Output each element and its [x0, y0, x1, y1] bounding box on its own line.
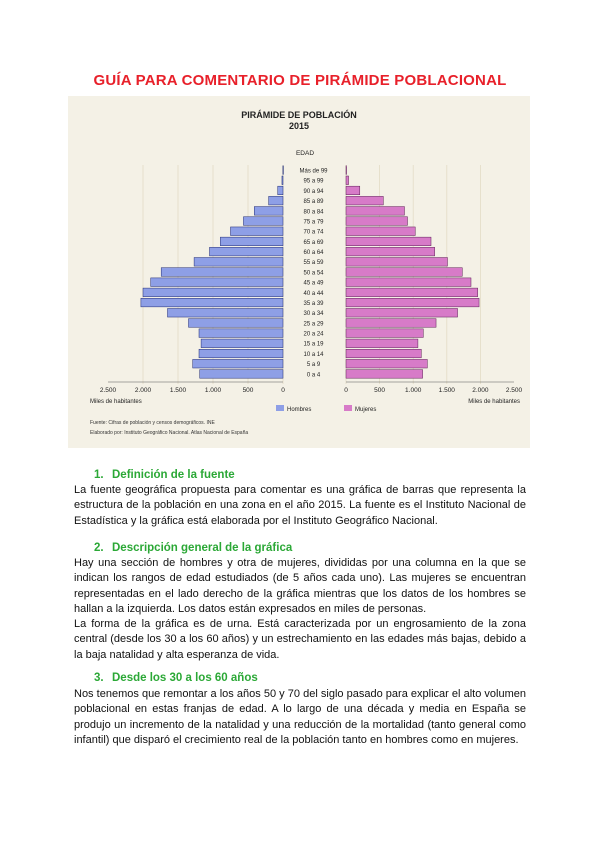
- bar-hombres: [200, 370, 283, 379]
- age-axis-title: EDAD: [295, 150, 315, 157]
- section-heading-1: [94, 469, 235, 481]
- bar-hombres: [161, 268, 283, 277]
- bar-hombres: [269, 196, 283, 205]
- age-label: 50 a 54: [303, 270, 324, 277]
- bar-mujeres: [346, 339, 418, 348]
- bar-hombres: [199, 329, 283, 338]
- age-label: 45 a 49: [303, 280, 324, 287]
- tick-label-left: 2.000: [134, 387, 152, 394]
- legend-swatch-mujeres: [344, 405, 352, 411]
- age-label: 80 a 84: [303, 209, 324, 216]
- chart-source: Fuente: Cifras de población y censos demográficos. INE: [90, 420, 215, 426]
- tick-label-left: 1.000: [204, 387, 222, 394]
- age-label: 85 a 89: [303, 199, 324, 206]
- tick-label-left: 2.500: [99, 387, 117, 394]
- age-label: Más de 99: [299, 168, 328, 175]
- chart-title: PIRÁMIDE DE POBLACIÓN: [241, 110, 357, 120]
- bar-hombres: [199, 349, 283, 358]
- bar-mujeres: [346, 298, 479, 307]
- bar-mujeres: [346, 247, 435, 256]
- age-label: 15 a 19: [303, 341, 324, 348]
- age-label: 75 a 79: [303, 219, 324, 226]
- bar-hombres: [283, 166, 284, 175]
- age-label: 60 a 64: [303, 250, 324, 257]
- age-label: 40 a 44: [303, 290, 324, 297]
- bar-hombres: [141, 298, 283, 307]
- tick-label-left: 500: [242, 387, 254, 394]
- bar-hombres: [282, 176, 283, 185]
- age-label: 65 a 69: [303, 239, 324, 246]
- pyramid-svg: [68, 96, 530, 448]
- tick-label-right: 500: [374, 387, 386, 394]
- bar-mujeres: [346, 319, 436, 328]
- bar-mujeres: [346, 359, 427, 368]
- age-label: 10 a 14: [303, 351, 324, 358]
- bar-hombres: [143, 288, 283, 297]
- tick-label-left: 0: [281, 387, 285, 394]
- tick-label-right: 2.000: [472, 387, 489, 394]
- section-title: Descripción general de la gráfica: [112, 542, 293, 554]
- bar-hombres: [231, 227, 284, 236]
- section-number: 2.: [94, 542, 104, 554]
- page-title: GUÍA PARA COMENTARIO DE PIRÁMIDE POBLACIONAL: [93, 72, 507, 89]
- bar-hombres: [278, 186, 283, 195]
- chart-credit: Elaborado por: Instituto Geográfico Nacional. Atlas Nacional de España: [90, 430, 249, 436]
- bar-mujeres: [346, 258, 447, 267]
- age-label: 95 a 99: [303, 178, 324, 185]
- tick-label-right: 0: [344, 387, 348, 394]
- section-3-paragraph-1: Nos tenemos que remontar a los años 50 y 70 del siglo pasado para explicar el alto volumen poblacional en estas franjas de edad. A lo largo de una década y media en España se produjo un incremento de la natalidad y una reducción de la mortalidad (tanto general como infantil) que disparó el crecimiento real de la población tanto en hombres como en mujeres.: [74, 688, 526, 747]
- section-heading-3: [94, 672, 258, 684]
- age-label: 90 a 94: [303, 188, 324, 195]
- right-axis-label: Miles de habitantes: [468, 399, 520, 405]
- section-1-paragraph-1: La fuente geográfica propuesta para comentar es una gráfica de barras que representa la estructura de la población en una zona en el año 2015. La fuente es el Instituto Nacional de Estadística y la gráfica está elaborada por el Instituto Geográfico Nacional.: [74, 484, 526, 527]
- bar-hombres: [220, 237, 283, 246]
- chart-subtitle: 2015: [288, 121, 310, 131]
- section-heading-2: [94, 542, 292, 554]
- bar-mujeres: [346, 349, 421, 358]
- bar-mujeres: [346, 166, 347, 175]
- bar-mujeres: [346, 186, 360, 195]
- bar-mujeres: [346, 227, 415, 236]
- bar-mujeres: [346, 288, 478, 297]
- bar-mujeres: [346, 176, 349, 185]
- section-2-paragraph-1: Hay una sección de hombres y otra de mujeres, divididas por una columna en la que se indican los rangos de edad estudiados (de 5 años cada uno). Las mujeres se encuentran representadas en el lado derecho de la gráfica mientras que los datos de los hombres se hallan a la izquierda. Los datos están expresados en miles de personas.: [74, 557, 526, 616]
- bar-hombres: [243, 217, 283, 226]
- bar-hombres: [189, 319, 284, 328]
- bar-hombres: [151, 278, 283, 287]
- age-label: 25 a 29: [303, 321, 324, 328]
- left-axis-label: Miles de habitantes: [90, 399, 142, 405]
- tick-label-right: 2.500: [505, 387, 523, 394]
- tick-label-right: 1.500: [438, 387, 455, 394]
- age-label: 35 a 39: [303, 300, 324, 307]
- tick-label-left: 1.500: [169, 387, 187, 394]
- tick-labels-group: [100, 382, 523, 394]
- bar-mujeres: [346, 268, 462, 277]
- bar-hombres: [193, 359, 283, 368]
- section-2-paragraph-2: La forma de la gráfica es de urna. Está caracterizada por un engrosamiento de la zona central (desde los 30 a los 60 años) y un estrechamiento en las edades más bajas, debido a la baja natalidad y alta esperanza de vida.: [74, 618, 526, 661]
- age-label: 20 a 24: [303, 331, 324, 338]
- bar-mujeres: [346, 237, 431, 246]
- population-pyramid-chart: [68, 96, 530, 448]
- bar-mujeres: [346, 308, 458, 317]
- bar-hombres: [168, 308, 284, 317]
- section-number: 3.: [94, 672, 104, 684]
- legend-label-hombres: Hombres: [287, 407, 312, 413]
- legend-swatch-hombres: [276, 405, 284, 411]
- bar-mujeres: [346, 370, 423, 379]
- bar-mujeres: [346, 217, 407, 226]
- age-label: 30 a 34: [303, 311, 324, 318]
- legend-label-mujeres: Mujeres: [355, 407, 377, 413]
- age-labels-group: [299, 168, 328, 378]
- section-title: Desde los 30 a los 60 años: [112, 672, 258, 684]
- bar-mujeres: [346, 278, 471, 287]
- bar-mujeres: [346, 196, 383, 205]
- age-label: 0 a 4: [306, 372, 321, 379]
- age-label: 70 a 74: [303, 229, 324, 236]
- bar-hombres: [210, 247, 284, 256]
- bar-hombres: [254, 207, 283, 216]
- bar-hombres: [201, 339, 283, 348]
- bar-mujeres: [346, 207, 404, 216]
- age-label: 55 a 59: [303, 260, 324, 267]
- section-number: 1.: [94, 469, 104, 481]
- age-label: 5 a 9: [306, 362, 321, 369]
- section-title: Definición de la fuente: [112, 469, 235, 481]
- tick-label-right: 1.000: [405, 387, 422, 394]
- bar-hombres: [194, 258, 283, 267]
- bar-mujeres: [346, 329, 423, 338]
